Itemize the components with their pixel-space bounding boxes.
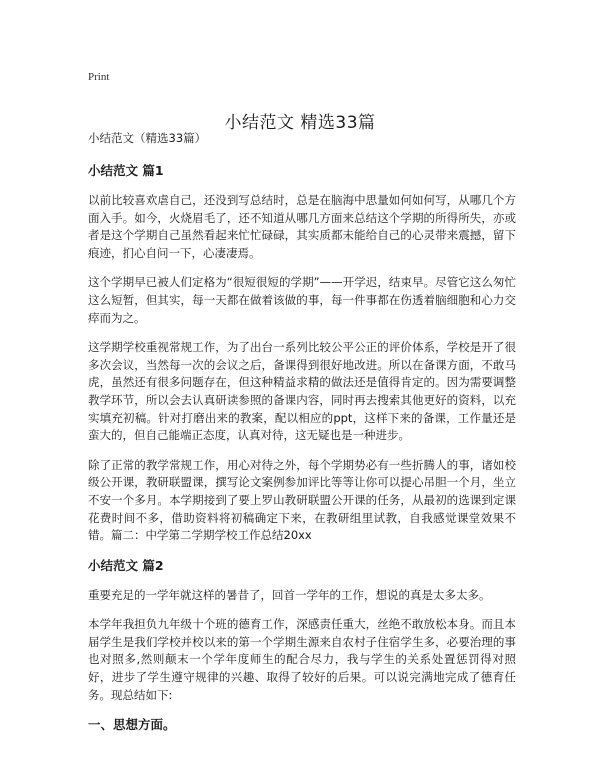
section-2-heading: 小结范文 篇2 <box>88 557 164 573</box>
section-2-paragraph-1: 重要充足的一学年就这样的暑昔了，回首一学年的工作，想说的真是太多太多。 <box>88 587 491 602</box>
section-1-heading: 小结范文 篇1 <box>88 163 164 178</box>
section-1-paragraph-2: 这个学期早已被人们定格为“很短很短的学期”——开学迟，结束早。尽管它这么匆忙这么短暂，但其实，每一天都在做着该做的事，每一件事都在伤透着脑细胞和心力交瘁而为之。 <box>88 275 516 325</box>
section-1-paragraph-1: 以前比较喜欢虐自己，还没到写总结时，总是在脑海中思量如何如何写，从哪几个方面入手。如今，火烧眉毛了，还不知道从哪几方面来总结这个学期的所得所失，亦或者是这个学期自己虽然看起来忙忙碌碌，其实质都未能给自己的心灵带来震撼，留下痕迹，扪心自问一下，心凄凄焉。 <box>88 193 516 260</box>
section-3-heading: 一、思想方面。 <box>88 717 176 733</box>
document-title: 小结范文 精选33篇 <box>224 113 376 134</box>
print-label[interactable]: Print <box>88 71 110 83</box>
section-2-paragraph-2: 本学年我担负九年级十个班的德育工作，深感责任重大，丝绝不敢放松本身。而且本届学生是我们学校并校以来的第一个学期生源来自农村子住宿学生多，必要治理的事也对照多,然则颠末一个学年度师生的配合尽力，我与学生的关系处置惩罚得对照好，进步了学生遵守规律的兴趣、取得了较好的后果。可以说完满地完成了德育任务。现总结如下: <box>88 617 516 702</box>
document-body <box>88 130 516 746</box>
section-1-paragraph-4: 除了正常的教学常规工作，用心对待之外，每个学期势必有一些折腾人的事，诸如校级公开课，教研联盟课，撰写论文案例参加评比等等让你可以提心吊胆一个月，坐立不安一个多月。本学期接到了要上罗山教研联盟公开课的任务，从最初的选课到定课花费时间不多，借助资料将初稿确定下来，在教研组里试教，自我感觉课堂效果不错。篇二：中学第二学期学校工作总结20xx <box>88 457 516 543</box>
document-subtitle: 小结范文（精选33篇） <box>88 131 207 145</box>
section-1-paragraph-3: 这学期学校重视常规工作，为了出台一系列比较公平公正的评价体系，学校是开了很多次会议，当然每一次的会议之后，备课得到很好地改进。所以在备课方面，不敢马虎，虽然还有很多问题存在，但这种精益求精的做法还是值得肯定的。因为需要调整教学环节，所以会去认真研读参照的备课内容，同时再去搜索其他更好的资料，以充实填充初稿。针对打磨出来的教案，配以相应的ppt，这样下来的备课，工作量还是蛮大的，但自己能端正态度，认真对待，这无疑也是一种进步。 <box>88 340 516 443</box>
